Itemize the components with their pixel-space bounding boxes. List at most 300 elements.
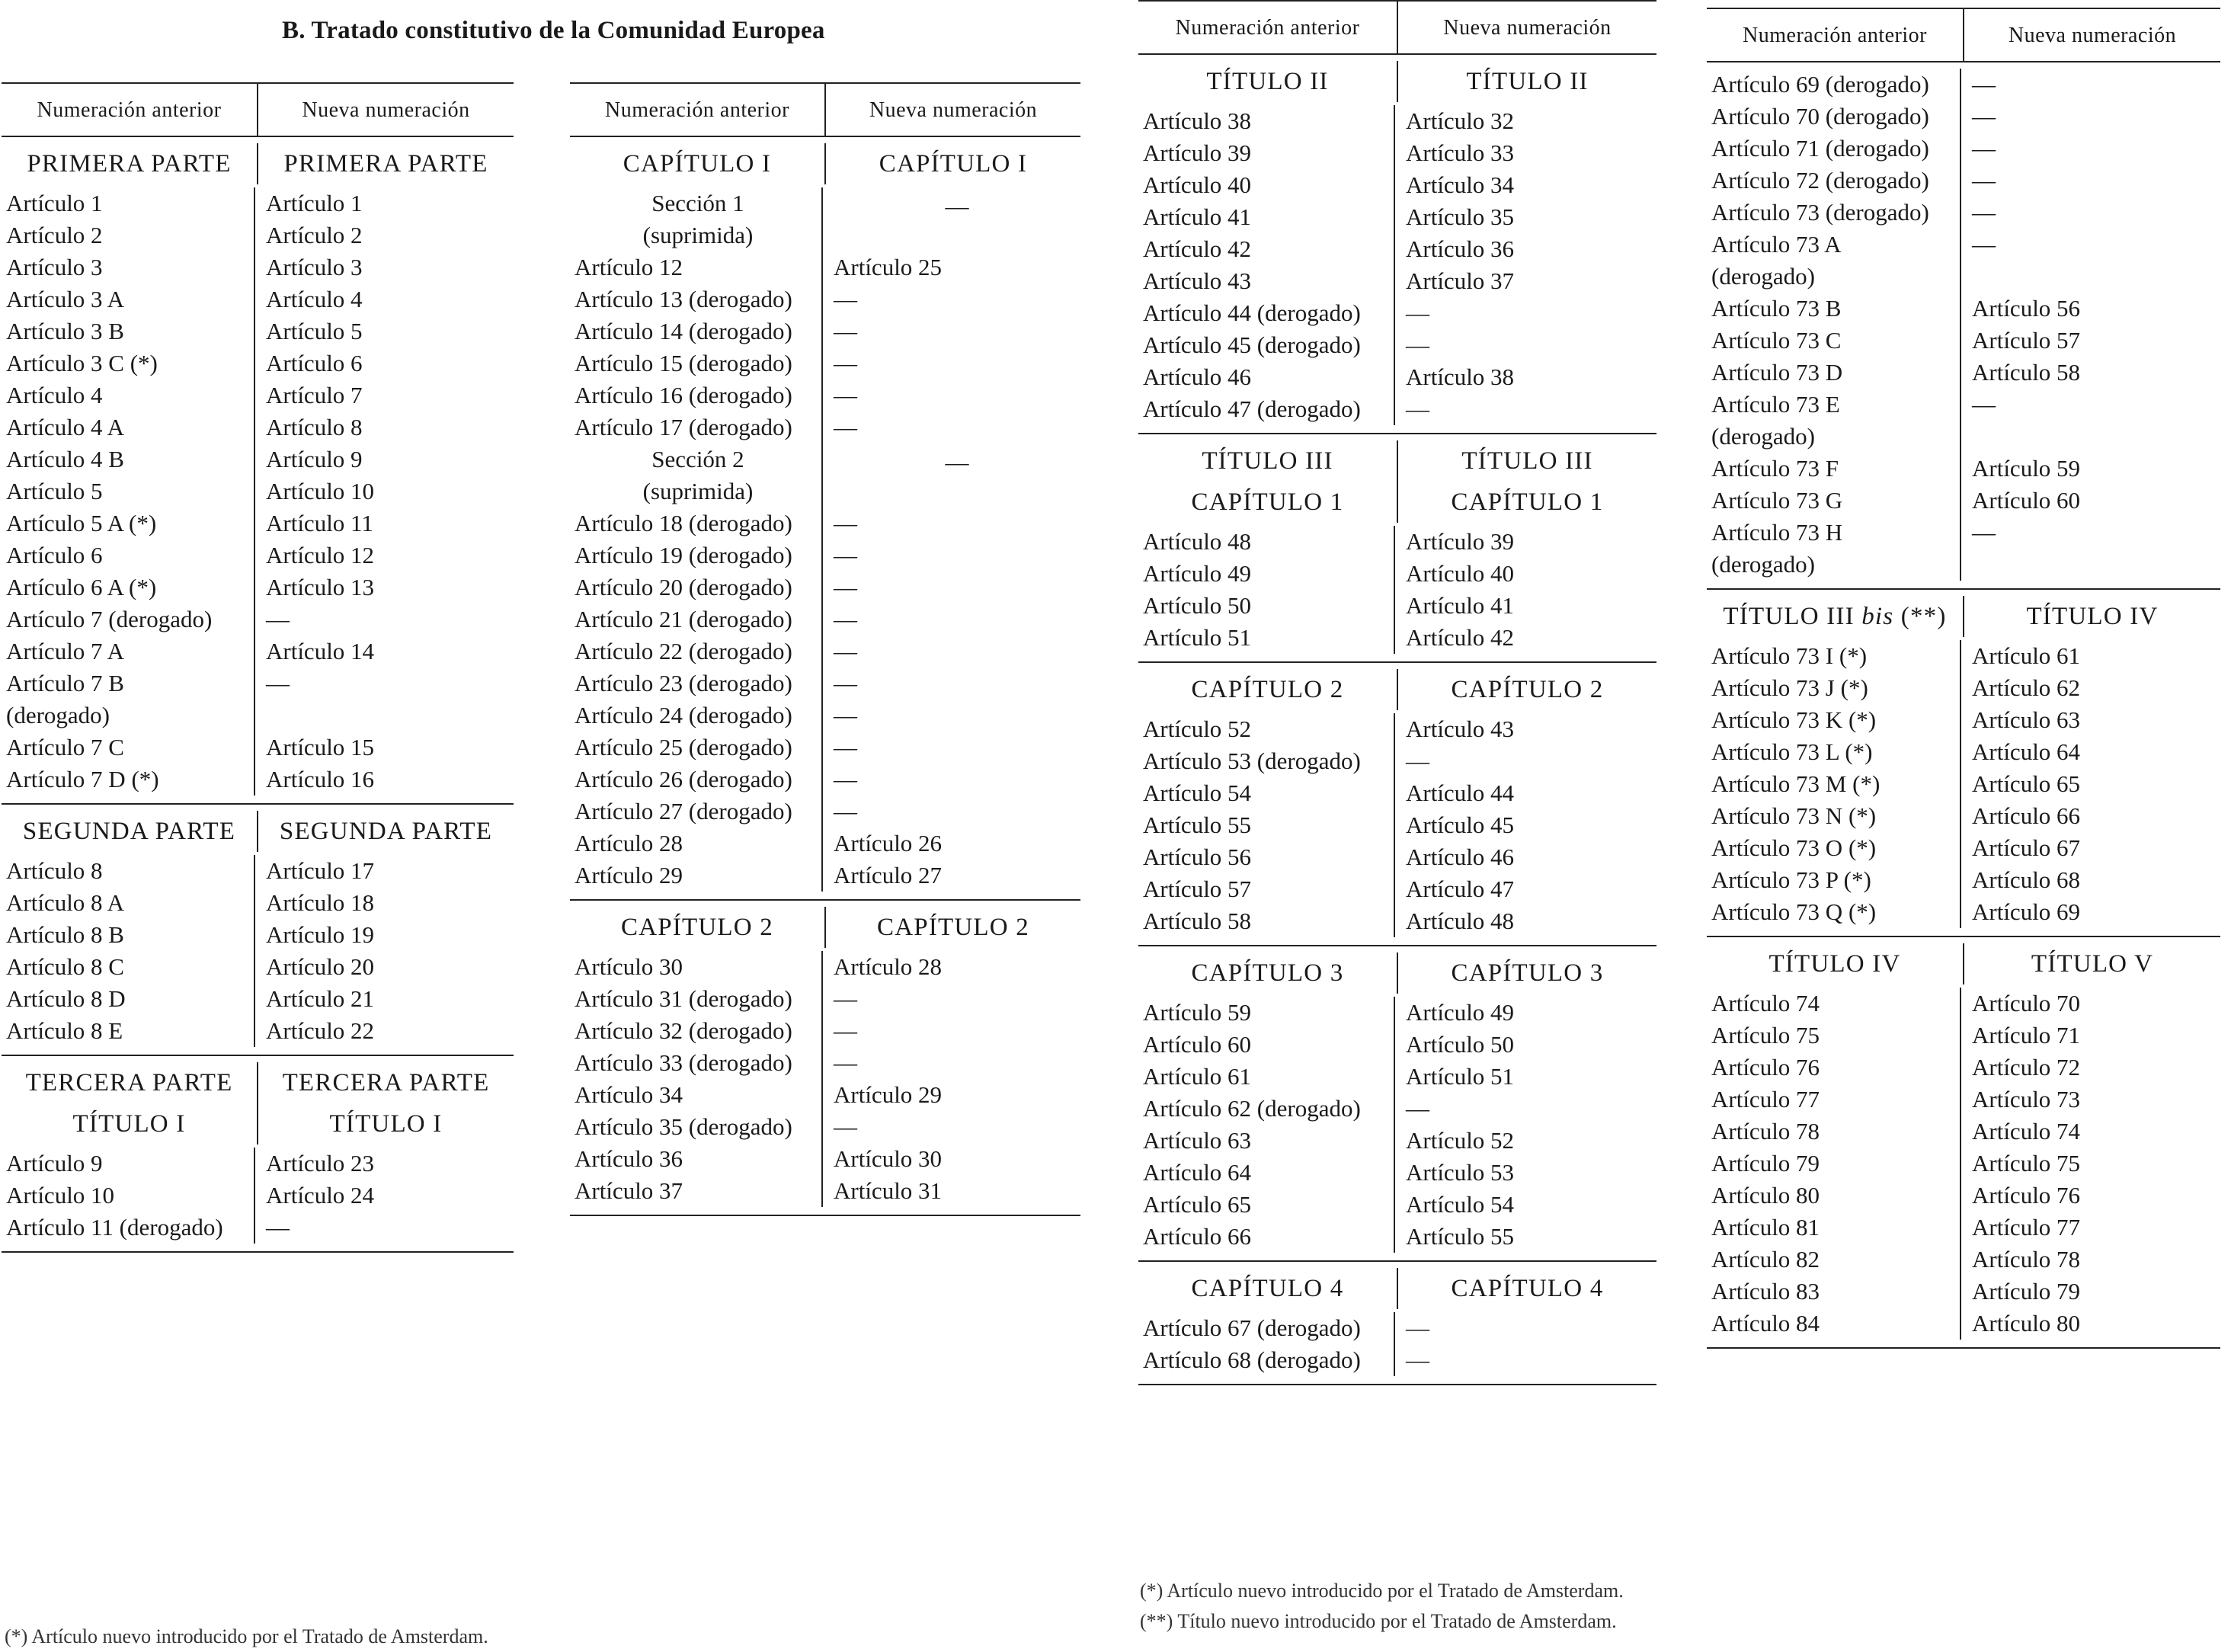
new-number-cell: Artículo 37 — [1394, 265, 1656, 297]
old-number-cell: Artículo 6 A (*) — [6, 574, 157, 600]
table-row — [570, 187, 1080, 251]
new-number-cell: — — [821, 796, 1080, 828]
old-number-cell: Artículo 34 — [575, 1081, 683, 1108]
table-row — [1707, 1276, 2220, 1308]
section-heading-old: TÍTULO IV — [1768, 950, 1901, 978]
table-row — [570, 1143, 1080, 1175]
new-number-cell: Artículo 62 — [1960, 672, 2220, 704]
new-number-cell: Artículo 58 — [1960, 357, 2220, 389]
table-row — [1707, 1212, 2220, 1244]
old-number-cell: Artículo 2 — [6, 222, 103, 248]
table-row — [2, 919, 514, 951]
table-row — [1138, 137, 1656, 169]
section-heading — [2, 1056, 514, 1148]
table-row — [1707, 485, 2220, 517]
new-number-cell: — — [821, 187, 1080, 251]
old-number-cell: Artículo 8 — [6, 857, 103, 884]
column-header-old: Numeración anterior — [605, 98, 789, 122]
new-number-cell: — — [821, 347, 1080, 379]
table-section — [570, 137, 1080, 901]
old-number-cell: Artículo 52 — [1143, 716, 1252, 742]
table-row — [1707, 1148, 2220, 1180]
table-row — [2, 636, 514, 668]
bis-italic: bis — [1861, 603, 1894, 630]
old-number-cell: Artículo 4 B — [6, 446, 124, 472]
table-row — [1138, 590, 1656, 622]
new-number-cell: Artículo 7 — [254, 379, 514, 411]
old-number-cell: Artículo 39 — [1143, 139, 1252, 166]
old-number-cell: Artículo 73 D — [1711, 359, 1843, 386]
section-heading-old: CAPÍTULO 2 — [1191, 676, 1344, 703]
new-number-cell: — — [1394, 297, 1656, 329]
table-row — [1707, 1084, 2220, 1116]
table-row — [1138, 1312, 1656, 1344]
table-row — [1138, 265, 1656, 297]
new-number-cell: Artículo 44 — [1394, 777, 1656, 809]
old-number-cell: Artículo 29 — [575, 862, 683, 888]
old-number-cell: Artículo 22 (derogado) — [575, 638, 792, 664]
old-number-cell: Artículo 73 O (*) — [1711, 834, 1877, 861]
new-number-cell: Artículo 6 — [254, 347, 514, 379]
table-row — [1707, 1180, 2220, 1212]
new-number-cell: — — [1960, 389, 2220, 453]
new-number-cell: — — [1960, 165, 2220, 197]
old-number-cell: Artículo 4 — [6, 382, 103, 408]
table-row — [1138, 558, 1656, 590]
old-number-cell: Artículo 73 B — [1711, 295, 1842, 322]
table-row — [570, 1111, 1080, 1143]
table-row — [1707, 864, 2220, 896]
section-heading-old: CAPÍTULO 2 — [621, 914, 773, 941]
table-row — [570, 539, 1080, 571]
table-header — [570, 84, 1080, 137]
table-row — [570, 828, 1080, 860]
section-heading — [570, 137, 1080, 187]
old-number-cell: Artículo 42 — [1143, 235, 1252, 262]
footnote: (*) Artículo nuevo introducido por el Tratado de Amsterdam. — [1140, 1580, 1624, 1602]
new-number-cell: Artículo 65 — [1960, 768, 2220, 800]
section-heading-new: PRIMERA PARTE — [257, 143, 514, 184]
old-number-cell: Artículo 73 E (derogado) — [1711, 391, 1840, 450]
old-number-cell: Artículo 73 (derogado) — [1711, 199, 1929, 226]
table-row — [2, 951, 514, 983]
old-number-cell: Artículo 43 — [1143, 267, 1252, 294]
table-row — [1707, 988, 2220, 1020]
new-number-cell: Artículo 12 — [254, 539, 514, 571]
table-row — [2, 571, 514, 603]
table-row — [570, 507, 1080, 539]
old-number-cell: Artículo 78 — [1711, 1118, 1820, 1145]
section-heading-old: PRIMERA PARTE — [27, 150, 232, 178]
section-heading-old: CAPÍTULO I — [623, 150, 772, 178]
table-row — [570, 411, 1080, 443]
table-row — [1138, 169, 1656, 201]
new-number-cell: Artículo 26 — [821, 828, 1080, 860]
new-number-cell: Artículo 56 — [1960, 293, 2220, 325]
table-section — [1138, 55, 1656, 434]
new-number-cell: Artículo 75 — [1960, 1148, 2220, 1180]
old-number-cell: Artículo 36 — [575, 1145, 683, 1172]
section-heading-old: CAPÍTULO 3 — [1191, 959, 1344, 987]
table-row — [1707, 736, 2220, 768]
table-row — [570, 251, 1080, 283]
column-header-new: Nueva numeración — [257, 84, 514, 136]
table-row — [2, 219, 514, 251]
new-number-cell: Artículo 22 — [254, 1015, 514, 1047]
table-row — [1707, 1308, 2220, 1340]
table-row — [1707, 1244, 2220, 1276]
table-row — [2, 507, 514, 539]
new-number-cell: Artículo 74 — [1960, 1116, 2220, 1148]
new-number-cell: Artículo 76 — [1960, 1180, 2220, 1212]
table-row — [2, 283, 514, 315]
new-number-cell: Artículo 4 — [254, 283, 514, 315]
new-number-cell: — — [821, 315, 1080, 347]
old-number-cell: Artículo 73 L (*) — [1711, 738, 1873, 765]
new-number-cell: Artículo 68 — [1960, 864, 2220, 896]
table-row — [570, 732, 1080, 764]
section-heading — [1138, 55, 1656, 105]
old-number-cell: Artículo 8 A — [6, 889, 124, 916]
new-number-cell: Artículo 73 — [1960, 1084, 2220, 1116]
new-number-cell: — — [821, 636, 1080, 668]
table-row — [2, 187, 514, 219]
column-header-old: Numeración anterior — [1175, 16, 1360, 40]
table-row — [2, 411, 514, 443]
section-heading — [1707, 937, 2220, 988]
old-number-cell: Artículo 14 (derogado) — [575, 318, 792, 344]
table-row — [1138, 841, 1656, 873]
old-number-cell: Artículo 26 (derogado) — [575, 766, 792, 792]
table-section — [2, 805, 514, 1056]
old-number-cell: Artículo 7 C — [6, 734, 124, 760]
table-row — [2, 347, 514, 379]
table-row — [2, 251, 514, 283]
old-number-cell: Artículo 64 — [1143, 1159, 1252, 1186]
new-number-cell: Artículo 38 — [1394, 361, 1656, 393]
old-number-cell: Artículo 69 (derogado) — [1711, 71, 1929, 98]
old-number-cell: Artículo 49 — [1143, 560, 1252, 587]
new-number-cell: — — [254, 603, 514, 636]
section-heading — [2, 805, 514, 855]
old-number-cell: Sección 1 (suprimida) — [642, 190, 754, 248]
section-heading-new: TÍTULO II — [1397, 61, 1656, 102]
section-rows — [1138, 1312, 1656, 1384]
new-number-cell: Artículo 35 — [1394, 201, 1656, 233]
new-number-cell: Artículo 40 — [1394, 558, 1656, 590]
table-row — [570, 443, 1080, 507]
section-rows — [2, 855, 514, 1055]
new-number-cell: Artículo 17 — [254, 855, 514, 887]
section-rows — [1707, 988, 2220, 1347]
old-number-cell: Artículo 40 — [1143, 171, 1252, 198]
table-row — [2, 1015, 514, 1047]
table-row — [570, 860, 1080, 892]
new-number-cell: Artículo 67 — [1960, 832, 2220, 864]
new-number-cell: Artículo 10 — [254, 475, 514, 507]
new-number-cell: Artículo 77 — [1960, 1212, 2220, 1244]
old-number-cell: Artículo 21 (derogado) — [575, 606, 792, 632]
table-row — [1138, 297, 1656, 329]
new-number-cell: — — [821, 732, 1080, 764]
footnotes-left — [5, 1622, 488, 1652]
old-number-cell: Artículo 72 (derogado) — [1711, 167, 1929, 194]
old-number-cell: Artículo 73 F — [1711, 455, 1839, 482]
table-section — [1707, 937, 2220, 1347]
new-number-cell: — — [1960, 229, 2220, 293]
old-number-cell: Artículo 47 (derogado) — [1143, 395, 1361, 422]
old-number-cell: Artículo 3 B — [6, 318, 124, 344]
section-rows — [1138, 526, 1656, 661]
new-number-cell: Artículo 20 — [254, 951, 514, 983]
table-section — [1707, 62, 2220, 590]
table-row — [1707, 293, 2220, 325]
section-rows — [2, 187, 514, 803]
new-number-cell: Artículo 60 — [1960, 485, 2220, 517]
old-number-cell: Artículo 44 (derogado) — [1143, 299, 1361, 326]
table-row — [2, 764, 514, 796]
table-row — [2, 315, 514, 347]
old-number-cell: Artículo 63 — [1143, 1127, 1252, 1154]
table-row — [1138, 873, 1656, 905]
table-row — [2, 379, 514, 411]
table-section — [1138, 663, 1656, 946]
old-number-cell: Artículo 75 — [1711, 1022, 1820, 1049]
new-number-cell: — — [1394, 1312, 1656, 1344]
old-number-cell: Artículo 77 — [1711, 1086, 1820, 1113]
old-number-cell: Artículo 13 (derogado) — [575, 286, 792, 312]
new-number-cell: Artículo 8 — [254, 411, 514, 443]
old-number-cell: Artículo 68 (derogado) — [1143, 1346, 1361, 1373]
old-number-cell: Artículo 33 (derogado) — [575, 1049, 792, 1076]
table-row — [570, 571, 1080, 603]
new-number-cell: Artículo 23 — [254, 1148, 514, 1180]
section-heading — [1707, 590, 2220, 640]
section-rows — [1138, 997, 1656, 1260]
old-number-cell: Artículo 20 (derogado) — [575, 574, 792, 600]
new-number-cell: Artículo 25 — [821, 251, 1080, 283]
old-number-cell: Artículo 11 (derogado) — [6, 1214, 223, 1241]
old-number-cell: Artículo 8 C — [6, 953, 124, 980]
table-row — [1707, 133, 2220, 165]
new-number-cell: Artículo 51 — [1394, 1061, 1656, 1093]
section-rows — [2, 1148, 514, 1251]
table-row — [2, 443, 514, 475]
old-number-cell: Artículo 1 — [6, 190, 103, 216]
table-row — [570, 603, 1080, 636]
new-number-cell: — — [1394, 329, 1656, 361]
new-number-cell: Artículo 34 — [1394, 169, 1656, 201]
table-header — [1138, 2, 1656, 55]
table-row — [1707, 517, 2220, 581]
new-number-cell: Artículo 50 — [1394, 1029, 1656, 1061]
new-number-cell: Artículo 27 — [821, 860, 1080, 892]
new-number-cell: Artículo 46 — [1394, 841, 1656, 873]
table-row — [1707, 672, 2220, 704]
table-row — [1138, 622, 1656, 654]
new-number-cell: Artículo 19 — [254, 919, 514, 951]
new-number-cell: Artículo 69 — [1960, 896, 2220, 928]
table-row — [1707, 1116, 2220, 1148]
old-number-cell: Artículo 7 (derogado) — [6, 606, 213, 632]
old-number-cell: Artículo 71 (derogado) — [1711, 135, 1929, 162]
section-heading-new: CAPÍTULO 4 — [1397, 1268, 1656, 1309]
new-number-cell: Artículo 42 — [1394, 622, 1656, 654]
table-row — [1707, 389, 2220, 453]
old-number-cell: Artículo 73 C — [1711, 327, 1842, 354]
old-number-cell: Artículo 46 — [1143, 363, 1252, 390]
new-number-cell: Artículo 49 — [1394, 997, 1656, 1029]
new-number-cell: — — [821, 1015, 1080, 1047]
correspondence-table-1 — [2, 82, 514, 1253]
column-header-old: Numeración anterior — [37, 98, 222, 122]
table-row — [1707, 1052, 2220, 1084]
new-number-cell: — — [254, 668, 514, 732]
table-row — [1707, 800, 2220, 832]
new-number-cell: — — [1960, 101, 2220, 133]
section-rows — [1707, 69, 2220, 588]
new-number-cell: Artículo 63 — [1960, 704, 2220, 736]
new-number-cell: Artículo 14 — [254, 636, 514, 668]
new-number-cell: Artículo 72 — [1960, 1052, 2220, 1084]
table-row — [1138, 393, 1656, 425]
old-number-cell: Artículo 23 (derogado) — [575, 670, 792, 696]
new-number-cell: Artículo 3 — [254, 251, 514, 283]
section-heading — [1138, 946, 1656, 997]
new-number-cell: Artículo 78 — [1960, 1244, 2220, 1276]
new-number-cell: — — [821, 1111, 1080, 1143]
old-number-cell: Artículo 25 (derogado) — [575, 734, 792, 760]
old-number-cell: Artículo 81 — [1711, 1214, 1820, 1241]
old-number-cell: Artículo 27 (derogado) — [575, 798, 792, 824]
new-number-cell: Artículo 18 — [254, 887, 514, 919]
table-row — [1707, 1020, 2220, 1052]
new-number-cell: Artículo 59 — [1960, 453, 2220, 485]
old-number-cell: Artículo 28 — [575, 830, 683, 856]
old-number-cell: Artículo 5 — [6, 478, 103, 504]
old-number-cell: Artículo 9 — [6, 1150, 103, 1177]
new-number-cell: — — [1394, 1093, 1656, 1125]
column-header-old: Numeración anterior — [1743, 24, 1927, 47]
old-number-cell: Artículo 60 — [1143, 1031, 1252, 1058]
new-number-cell: — — [1960, 69, 2220, 101]
table-row — [570, 764, 1080, 796]
table-row — [2, 1148, 514, 1180]
table-row — [570, 668, 1080, 700]
new-number-cell: Artículo 5 — [254, 315, 514, 347]
new-number-cell: Artículo 13 — [254, 571, 514, 603]
new-number-cell: Artículo 16 — [254, 764, 514, 796]
old-number-cell: Artículo 18 (derogado) — [575, 510, 792, 536]
section-heading-new: SEGUNDA PARTE — [257, 811, 514, 852]
old-number-cell: Artículo 7 D (*) — [6, 766, 159, 792]
old-number-cell: Artículo 10 — [6, 1182, 115, 1209]
new-number-cell: Artículo 55 — [1394, 1221, 1656, 1253]
table-row — [1138, 713, 1656, 745]
new-number-cell: — — [821, 507, 1080, 539]
new-number-cell: Artículo 15 — [254, 732, 514, 764]
table-row — [2, 887, 514, 919]
new-number-cell: Artículo 33 — [1394, 137, 1656, 169]
table-row — [2, 539, 514, 571]
section-heading — [2, 137, 514, 187]
old-number-cell: Artículo 53 (derogado) — [1143, 748, 1361, 774]
old-number-cell: Artículo 24 (derogado) — [575, 702, 792, 728]
section-heading-old: TERCERA PARTE TÍTULO I — [25, 1069, 233, 1138]
old-number-cell: Artículo 73 G — [1711, 487, 1843, 514]
new-number-cell: — — [1960, 133, 2220, 165]
new-number-cell: Artículo 66 — [1960, 800, 2220, 832]
table-row — [570, 315, 1080, 347]
new-number-cell: Artículo 1 — [254, 187, 514, 219]
section-heading-new: TÍTULO III CAPÍTULO 1 — [1397, 440, 1656, 523]
old-number-cell: Artículo 3 — [6, 254, 103, 280]
old-number-cell: Artículo 74 — [1711, 990, 1820, 1016]
new-number-cell: Artículo 2 — [254, 219, 514, 251]
table-row — [1138, 1093, 1656, 1125]
new-number-cell: Artículo 39 — [1394, 526, 1656, 558]
table-row — [1138, 1125, 1656, 1157]
table-row — [1707, 325, 2220, 357]
old-number-cell: Artículo 82 — [1711, 1246, 1820, 1273]
old-number-cell: Artículo 7 A — [6, 638, 124, 664]
table-row — [1707, 229, 2220, 293]
section-heading-new: CAPÍTULO 2 — [1397, 669, 1656, 710]
old-number-cell: Artículo 80 — [1711, 1182, 1820, 1209]
old-number-cell: Artículo 73 N (*) — [1711, 802, 1877, 829]
new-number-cell: — — [821, 1047, 1080, 1079]
footnotes-right — [1140, 1576, 1624, 1637]
table-row — [1138, 361, 1656, 393]
old-number-cell: Artículo 73 Q (*) — [1711, 898, 1877, 925]
old-number-cell: Artículo 16 (derogado) — [575, 382, 792, 408]
new-number-cell: — — [821, 443, 1080, 507]
old-number-cell: Artículo 73 K (*) — [1711, 706, 1877, 733]
section-heading-old: TÍTULO III CAPÍTULO 1 — [1191, 447, 1344, 516]
new-number-cell: — — [821, 283, 1080, 315]
old-number-cell: Artículo 31 (derogado) — [575, 985, 792, 1012]
table-row — [2, 668, 514, 732]
old-number-cell: Artículo 79 — [1711, 1150, 1820, 1177]
table-row — [1138, 201, 1656, 233]
new-number-cell: — — [821, 539, 1080, 571]
section-heading-old: CAPÍTULO 4 — [1191, 1275, 1344, 1302]
old-number-cell: Artículo 35 (derogado) — [575, 1113, 792, 1140]
new-number-cell: Artículo 52 — [1394, 1125, 1656, 1157]
old-number-cell: Artículo 57 — [1143, 876, 1252, 902]
table-row — [570, 983, 1080, 1015]
new-number-cell: Artículo 54 — [1394, 1189, 1656, 1221]
old-number-cell: Artículo 4 A — [6, 414, 124, 440]
new-number-cell: Artículo 71 — [1960, 1020, 2220, 1052]
table-row — [1707, 197, 2220, 229]
old-number-cell: Artículo 8 E — [6, 1017, 123, 1044]
old-number-cell: Artículo 55 — [1143, 812, 1252, 838]
footnote: (**) Título nuevo introducido por el Tratado de Amsterdam. — [1140, 1610, 1617, 1632]
table-row — [570, 1079, 1080, 1111]
table-row — [570, 1175, 1080, 1207]
table-row — [1138, 233, 1656, 265]
old-number-cell: Artículo 32 (derogado) — [575, 1017, 792, 1044]
old-number-cell: Artículo 65 — [1143, 1191, 1252, 1218]
section-heading-new: TERCERA PARTE TÍTULO I — [257, 1062, 514, 1145]
section-rows — [1138, 713, 1656, 945]
new-number-cell: — — [1394, 1344, 1656, 1376]
section-heading-new: TÍTULO V — [1963, 943, 2220, 984]
old-number-cell: Artículo 54 — [1143, 780, 1252, 806]
old-number-cell: Artículo 73 P (*) — [1711, 866, 1871, 893]
correspondence-table-3 — [1138, 0, 1656, 1385]
